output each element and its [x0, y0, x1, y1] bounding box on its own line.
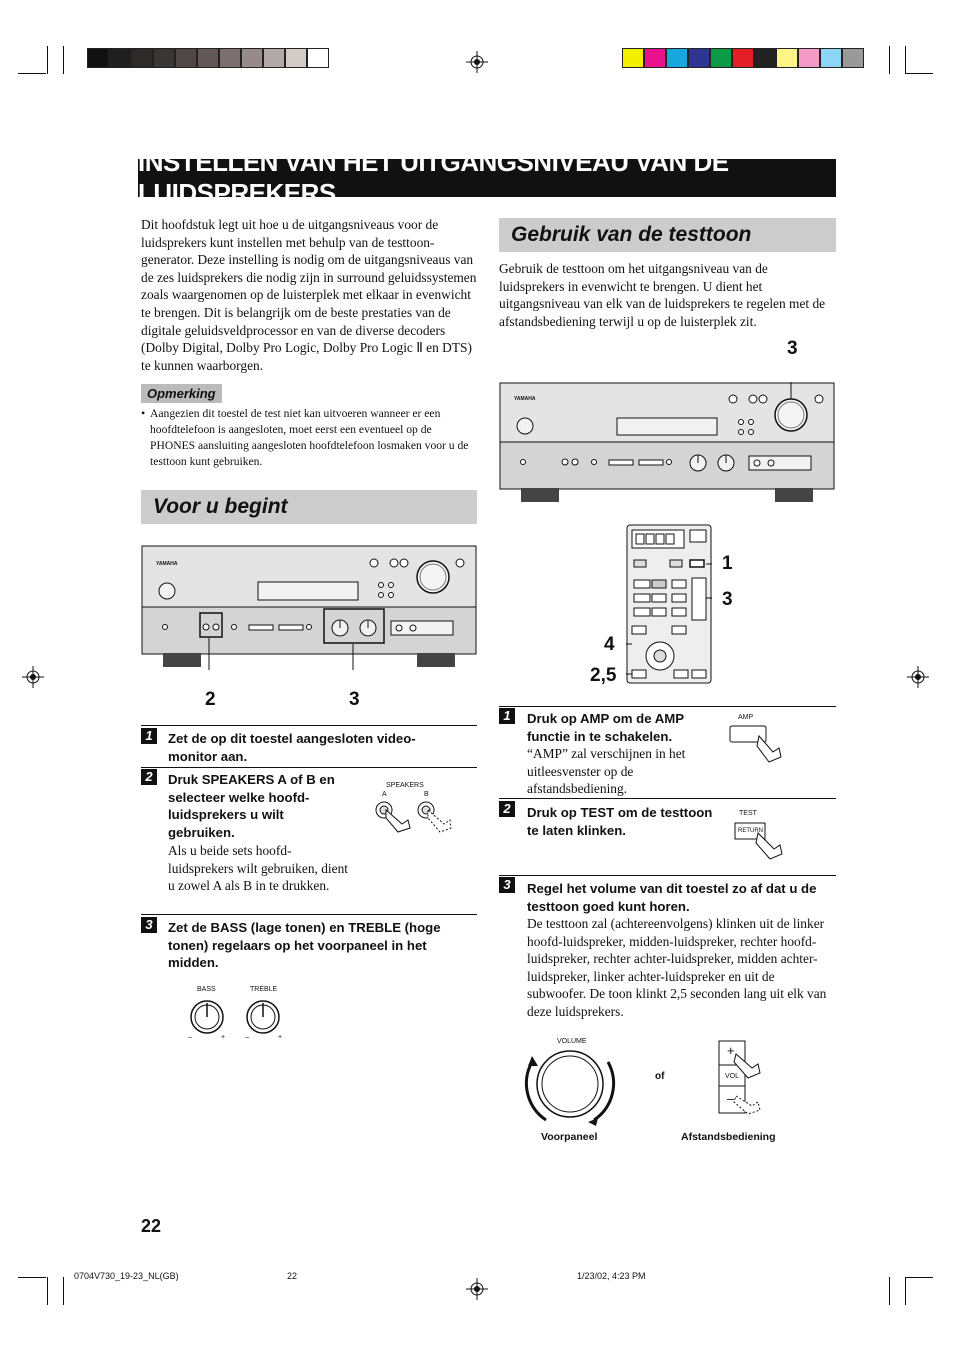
- caption-afstandsbediening: Afstandsbediening: [681, 1131, 776, 1143]
- color-swatch: [263, 48, 285, 68]
- color-swatch: [241, 48, 263, 68]
- amp-label: AMP: [738, 714, 754, 721]
- color-swatch: [754, 48, 776, 68]
- step-instruction: Zet de op dit toestel aangesloten video-monitor aan.: [168, 731, 416, 764]
- footer-date: 1/23/02, 4:23 PM: [577, 1271, 646, 1281]
- step-instruction: Druk op AMP om de AMP functie in te schakelen.: [527, 711, 684, 744]
- bass-label: BASS: [197, 986, 216, 993]
- remote-control-illustration: [626, 524, 712, 684]
- crop-mark: [905, 46, 906, 74]
- step-instruction: Regel het volume van dit toestel zo af dat u de testtoon goed kunt horen.: [527, 881, 817, 914]
- intro-paragraph: Dit hoofdstuk legt uit hoe u de uitgangsniveaus voor de luidsprekers kunt instellen met behulp van de testtoon-generator. Deze instelling is nodig om de uitgangsniveaus van de zes luidsprekers die nodig zijn in surround geluidssystemen zoals waargenomen op de luisterplek met elkaar in evenwicht te brengen. Dit is belangrijk om de beste prestaties van de digitale geluidsveldprocessor en van de diverse decoders (Dolby Digital, Dolby Pro Logic, Dolby Pro Logic Ⅱ en DTS) te kunnen waarborgen.: [141, 217, 477, 373]
- amp-button-hand-icon: [729, 724, 785, 764]
- step-number: 3: [499, 877, 515, 893]
- callout-right-1: 1: [722, 553, 733, 574]
- treble-label: TREBLE: [250, 986, 278, 993]
- note-text: Aangezien dit toestel de test niet kan uitvoeren wanneer er een hoofdtelefoon is aangesloten, moet eerst een eventueel op de PHONES aansluiting aangesloten hoofdtelefoon losmaken voor u de testtoon kunt gebruiken.: [150, 407, 469, 468]
- color-swatch: [131, 48, 153, 68]
- crop-mark: [63, 46, 64, 74]
- return-label: RETURN: [738, 828, 763, 834]
- step-divider: [499, 706, 836, 707]
- color-swatch: [688, 48, 710, 68]
- treble-plus: +: [278, 1034, 283, 1041]
- speaker-a-label: A: [382, 791, 387, 798]
- color-swatch: [666, 48, 688, 68]
- receiver-front-panel-illustration: [499, 382, 836, 507]
- volume-label: VOLUME: [557, 1038, 587, 1045]
- registration-mark-icon: [466, 1278, 488, 1300]
- step-instruction: Druk SPEAKERS A of B en selecteer welke hoofd-luidsprekers u wilt gebruiken.: [168, 772, 335, 840]
- crop-mark: [889, 1277, 890, 1305]
- color-swatch: [776, 48, 798, 68]
- footer-page: 22: [287, 1271, 298, 1281]
- color-swatch: [285, 48, 307, 68]
- section-heading-voor-u-begint: Voor u begint: [141, 490, 477, 524]
- or-label: of: [655, 1071, 665, 1082]
- page-title: INSTELLEN VAN HET UITGANGSNIVEAU VAN DE LUIDSPREKERS: [138, 159, 836, 197]
- crop-mark: [905, 1277, 906, 1305]
- remote-minus: –: [727, 1091, 735, 1106]
- registration-mark-icon: [466, 51, 488, 73]
- page-number: 22: [141, 1216, 162, 1236]
- step-divider: [499, 798, 836, 799]
- registration-mark-icon: [22, 666, 44, 688]
- color-swatch: [87, 48, 109, 68]
- color-swatch: [842, 48, 864, 68]
- section-heading-gebruik-van-de-testtoon: Gebruik van de testtoon: [499, 218, 836, 252]
- crop-mark: [47, 46, 48, 74]
- color-bar: [622, 48, 864, 68]
- step-number: 2: [499, 801, 515, 817]
- crop-mark: [18, 1277, 46, 1278]
- treble-minus: –: [245, 1034, 249, 1041]
- footer-file: 0704V730_19-23_NL(GB): [74, 1271, 179, 1281]
- step-instruction: Druk op TEST om de testtoon te laten klinken.: [527, 805, 713, 838]
- color-swatch: [732, 48, 754, 68]
- crop-mark: [47, 1277, 48, 1305]
- color-swatch: [153, 48, 175, 68]
- speaker-b-label: B: [424, 791, 429, 798]
- color-swatch: [644, 48, 666, 68]
- caption-voorpaneel: Voorpaneel: [541, 1131, 598, 1143]
- crop-mark: [905, 73, 933, 74]
- step-detail: “AMP” zal verschijnen in het uitleesvenster op de afstandsbediening.: [527, 746, 686, 797]
- step-divider: [141, 767, 477, 768]
- step-instruction: Zet de BASS (lage tonen) en TREBLE (hoge tonen) regelaars op het voorpaneel in het midden.: [168, 920, 441, 970]
- callout-right-3: 3: [722, 589, 733, 610]
- color-swatch: [820, 48, 842, 68]
- speakers-label: SPEAKERS: [386, 782, 424, 789]
- step-divider: [141, 914, 477, 915]
- test-label: TEST: [739, 810, 757, 817]
- color-swatch: [307, 48, 329, 68]
- yamaha-logo-right: YAMAHA: [514, 396, 536, 402]
- crop-mark: [63, 1277, 64, 1305]
- callout-right-4: 4: [604, 634, 615, 655]
- step-number: 3: [141, 917, 157, 933]
- note-heading: Opmerking: [141, 384, 222, 403]
- callout-right-2-5: 2,5: [590, 665, 617, 686]
- bass-knob-icon: [189, 999, 225, 1035]
- return-button-hand-icon: [734, 821, 790, 861]
- step-detail: Als u beide sets hoofd-luidsprekers wilt gebruiken, dient u zowel A als B in te drukken.: [168, 843, 348, 894]
- step-divider: [499, 875, 836, 876]
- step-divider: [141, 725, 477, 726]
- step-detail: De testtoon zal (achtereenvolgens) klinken uit de linker hoofd-luidspreker, midden-luidspreker, rechter hoofd-luidspreker, rechter achter-luidspreker, midden achter-luidspreker, linker achter-luidspreker en uit de subwoofer. De toon klinkt 2,5 seconden lang uit elk van deze luidsprekers.: [527, 916, 827, 1019]
- step-number: 1: [141, 728, 157, 744]
- color-swatch: [175, 48, 197, 68]
- gray-scale-bar: [87, 48, 329, 68]
- right-intro: Gebruik de testtoon om het uitgangsniveau van de luidsprekers in evenwicht te brengen. U dient het uitgangsniveau van elk van de luidsprekers te regelen met de afstandsbediening terwijl u op de luisterplek zit.: [499, 261, 826, 329]
- remote-plus: +: [727, 1043, 735, 1058]
- step-number: 2: [141, 769, 157, 785]
- color-swatch: [622, 48, 644, 68]
- callout-left-3: 3: [349, 689, 360, 710]
- speakers-buttons-hand-icon: [372, 798, 452, 834]
- color-swatch: [798, 48, 820, 68]
- volume-knob-icon: [518, 1046, 622, 1126]
- note-bullet: •: [141, 406, 146, 420]
- treble-knob-icon: [245, 999, 281, 1035]
- crop-mark: [889, 46, 890, 74]
- bass-plus: +: [221, 1034, 226, 1041]
- receiver-front-panel-illustration: [141, 545, 477, 670]
- color-swatch: [710, 48, 732, 68]
- callout-left-2: 2: [205, 689, 216, 710]
- color-swatch: [197, 48, 219, 68]
- callout-right-3-top: 3: [787, 338, 798, 359]
- color-swatch: [109, 48, 131, 68]
- crop-mark: [18, 73, 46, 74]
- color-swatch: [219, 48, 241, 68]
- crop-mark: [905, 1277, 933, 1278]
- step-number: 1: [499, 708, 515, 724]
- yamaha-logo-left: YAMAHA: [156, 561, 178, 567]
- vol-label: VOL: [725, 1073, 740, 1080]
- registration-mark-icon: [907, 666, 929, 688]
- bass-minus: –: [188, 1034, 192, 1041]
